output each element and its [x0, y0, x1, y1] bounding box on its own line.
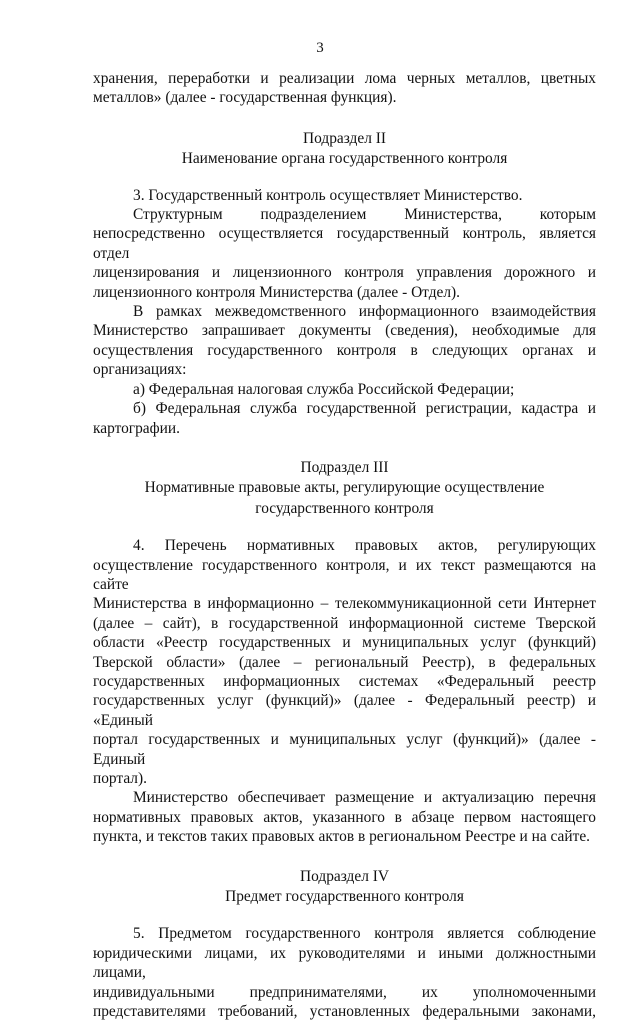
list-item-b — [93, 399, 596, 438]
text-line: Министерства в информационно – телекоммуникационной сети Интернет — [93, 595, 596, 613]
paragraph-4 — [93, 536, 596, 788]
section-title: государственного контроля — [255, 499, 434, 517]
text-line: государственных информационных системах «Федеральный реестр — [93, 672, 596, 690]
paragraph-interaction — [93, 302, 596, 380]
text-line: нормативных правовых актов, указанного в абзаце первом настоящего — [93, 808, 596, 826]
text-line: области «Реестр государственных и муниципальных услуг (функций) — [93, 634, 596, 652]
text-line: 4. Перечень нормативных правовых актов, регулирующих — [133, 537, 596, 555]
paragraph-structural-unit — [93, 205, 596, 302]
paragraph-3: 3. Государственный контроль осуществляет Министерство. — [133, 186, 523, 204]
text-line: индивидуальными предпринимателями, их уполномоченными — [93, 983, 596, 1001]
document-body — [93, 69, 596, 1021]
text-line: Структурным подразделением Министерства, которым — [133, 206, 596, 224]
section-title: Предмет государственного контроля — [225, 888, 464, 906]
section-heading: Подраздел IV — [300, 867, 389, 885]
text-line: непосредственно осуществляется государственный контроль, является отдел — [93, 225, 596, 262]
text-line: портал государственных и муниципальных услуг (функций)» (далее - Единый — [93, 731, 596, 768]
text-line: хранения, переработки и реализации лома черных металлов, цветных — [93, 70, 596, 87]
text-line: В рамках межведомственного информационного взаимодействия — [133, 303, 596, 321]
text-line: государственных услуг (функций)» (далее - Федеральный реестр) и «Единый — [93, 692, 596, 729]
text-line: юридическими лицами, их руководителями и иными должностными лицами, — [93, 944, 596, 982]
page-number: 3 — [316, 40, 324, 56]
text-line: организациях: — [93, 361, 187, 379]
text-line: (далее – сайт), в государственной информационной системе Тверской — [93, 614, 596, 632]
text-line: Министерство запрашивает документы (сведения), необходимые для — [93, 322, 596, 340]
text-line: Министерство обеспечивает размещение и актуализацию перечня — [133, 789, 596, 807]
text-line: представителями требований, установленных федеральными законами, — [93, 1003, 596, 1021]
text-line: картографии. — [93, 419, 180, 437]
list-item-a: а) Федеральная налоговая служба Российской Федерации; — [133, 380, 515, 398]
text-line: лицензионного контроля Министерства (далее - Отдел). — [93, 283, 461, 301]
text-line: металлов» (далее - государственная функция). — [93, 89, 397, 107]
section-3 — [93, 458, 596, 518]
section-4 — [93, 867, 596, 907]
text-line: 5. Предметом государственного контроля является соблюдение — [133, 925, 596, 943]
intro-paragraph — [93, 69, 596, 108]
section-title: Нормативные правовые акты, регулирующие осуществление — [144, 479, 545, 497]
text-line: б) Федеральная служба государственной регистрации, кадастра и — [133, 400, 596, 418]
text-line: Тверской области» (далее – региональный Реестр), в федеральных — [93, 653, 596, 671]
text-line: осуществление государственного контроля, и их текст размещаются на сайте — [93, 556, 596, 593]
section-title: Наименование органа государственного контроля — [181, 150, 508, 168]
paragraph-publication — [93, 788, 596, 846]
text-line: пункта, и текстов таких правовых актов в региональном Реестре и на сайте. — [93, 828, 591, 846]
section-heading: Подраздел II — [303, 129, 386, 147]
text-line: осуществления государственного контроля в следующих органах и — [93, 341, 596, 359]
paragraph-5 — [93, 924, 596, 1021]
section-2 — [93, 129, 596, 169]
text-line: лицензирования и лицензионного контроля управления дорожного и — [93, 264, 596, 282]
text-line: портал). — [93, 770, 147, 787]
section-heading: Подраздел III — [300, 458, 389, 476]
